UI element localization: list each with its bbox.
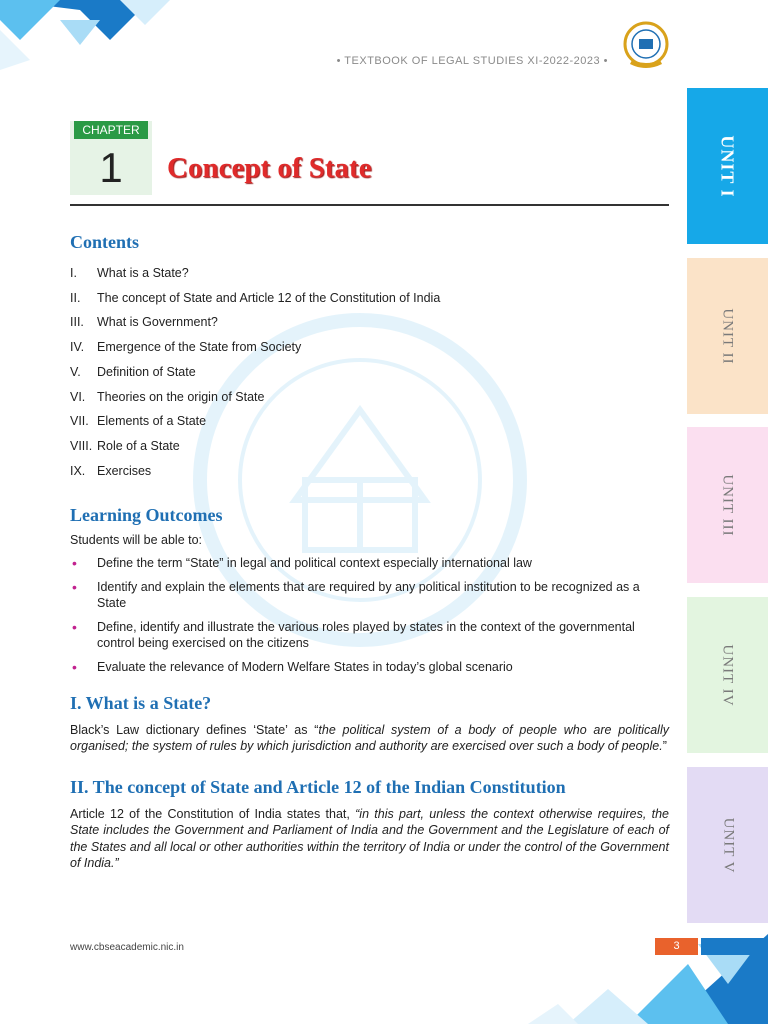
bullet-icon: • [72, 658, 77, 675]
item-text: The concept of State and Article 12 of the Constitution of India [97, 290, 441, 305]
list-item [70, 310, 669, 335]
item-text: Theories on the origin of State [97, 389, 265, 404]
outcomes-list [70, 555, 669, 675]
item-number: VII. [70, 414, 89, 429]
main-content [70, 232, 669, 872]
section-2-paragraph [70, 806, 669, 872]
tab-unit-4[interactable] [687, 597, 768, 753]
item-number: I. [70, 266, 77, 280]
contents-list [70, 261, 669, 483]
bullet-icon: • [72, 578, 77, 595]
tab-label: UNIT V [720, 817, 736, 873]
chapter-ribbon: CHAPTER [74, 121, 148, 139]
list-item [70, 555, 669, 571]
item-text: Define the term “State” in legal and political context especially international law [97, 555, 532, 570]
item-text: Elements of a State [97, 414, 207, 429]
chapter-number: 1 [99, 144, 123, 191]
tab-unit-3[interactable] [687, 427, 768, 583]
paragraph-text: ” [662, 739, 667, 754]
section-1-heading: I. What is a State? [70, 692, 212, 713]
chapter-title: Concept of State [167, 152, 372, 184]
contents-heading: Contents [70, 232, 140, 252]
list-item [70, 261, 669, 286]
item-number: II. [70, 290, 81, 305]
bullet-icon: • [72, 554, 77, 571]
list-item [70, 619, 669, 651]
tab-unit-5[interactable] [687, 767, 768, 923]
article-quote: “in this part, unless the context otherwise requires, the State includes the Government and Parliament of India and the Government and the Legislature of each of the States and all local or other authorities within the territory of India or under the control of the Government of India.” [70, 806, 669, 871]
list-item [70, 335, 669, 360]
corner-decoration-top-left [0, 0, 200, 70]
list-item [70, 385, 669, 410]
list-item [70, 579, 669, 611]
bullet-icon: • [72, 618, 77, 635]
item-number: IV. [70, 340, 85, 355]
page-bar [701, 938, 768, 955]
item-text: Evaluate the relevance of Modern Welfare States in today’s global scenario [97, 659, 513, 674]
page-number: 3 [655, 938, 698, 955]
item-number: III. [70, 315, 84, 330]
tab-unit-1[interactable] [687, 88, 768, 244]
item-text: Role of a State [97, 438, 180, 453]
title-divider [70, 204, 669, 206]
list-item [70, 659, 669, 675]
paragraph-text: Black’s Law dictionary defines ‘State’ as “ [70, 722, 319, 737]
tab-unit-2[interactable] [687, 258, 768, 414]
book-title-header: • TEXTBOOK OF LEGAL STUDIES XI-2022-2023 • [336, 55, 608, 67]
list-item [70, 360, 669, 385]
item-text: What is a State? [97, 266, 189, 280]
tab-label: UNIT II [719, 307, 736, 365]
item-number: VI. [70, 389, 86, 404]
item-text: Identify and explain the elements that are required by any political institution to be recognized as a State [97, 579, 640, 610]
list-item [70, 286, 669, 311]
item-number: VIII. [70, 438, 93, 453]
item-text: Definition of State [97, 364, 196, 379]
tab-label: UNIT III [719, 473, 736, 537]
learning-outcomes-heading: Learning Outcomes [70, 505, 223, 526]
item-number: IX. [70, 463, 86, 478]
cbse-emblem-icon [622, 20, 670, 72]
section-1-paragraph [70, 722, 669, 755]
item-text: What is Government? [97, 315, 218, 330]
list-item [70, 409, 669, 434]
item-text: Emergence of the State from Society [97, 340, 302, 355]
item-number: V. [70, 364, 81, 379]
list-item [70, 459, 669, 484]
item-text: Exercises [97, 463, 152, 478]
outcomes-intro: Students will be able to: [70, 533, 203, 548]
item-text: Define, identify and illustrate the various roles played by states in the context of the governmental control being exercised on the citizens [97, 619, 635, 650]
paragraph-text: Article 12 of the Constitution of India states that, [70, 806, 356, 821]
definition-quote: the political system of a body of people who are politically organised; the system of rules by which jurisdiction and authority are exercised over such a body of people. [70, 722, 669, 754]
footer-url[interactable]: www.cbseacademic.nic.in [70, 942, 184, 953]
list-item [70, 434, 669, 459]
tab-label: UNIT IV [719, 643, 736, 707]
tab-label: UNIT I [717, 134, 738, 198]
section-2-heading: II. The concept of State and Article 12 of the Indian Constitution [70, 776, 566, 797]
